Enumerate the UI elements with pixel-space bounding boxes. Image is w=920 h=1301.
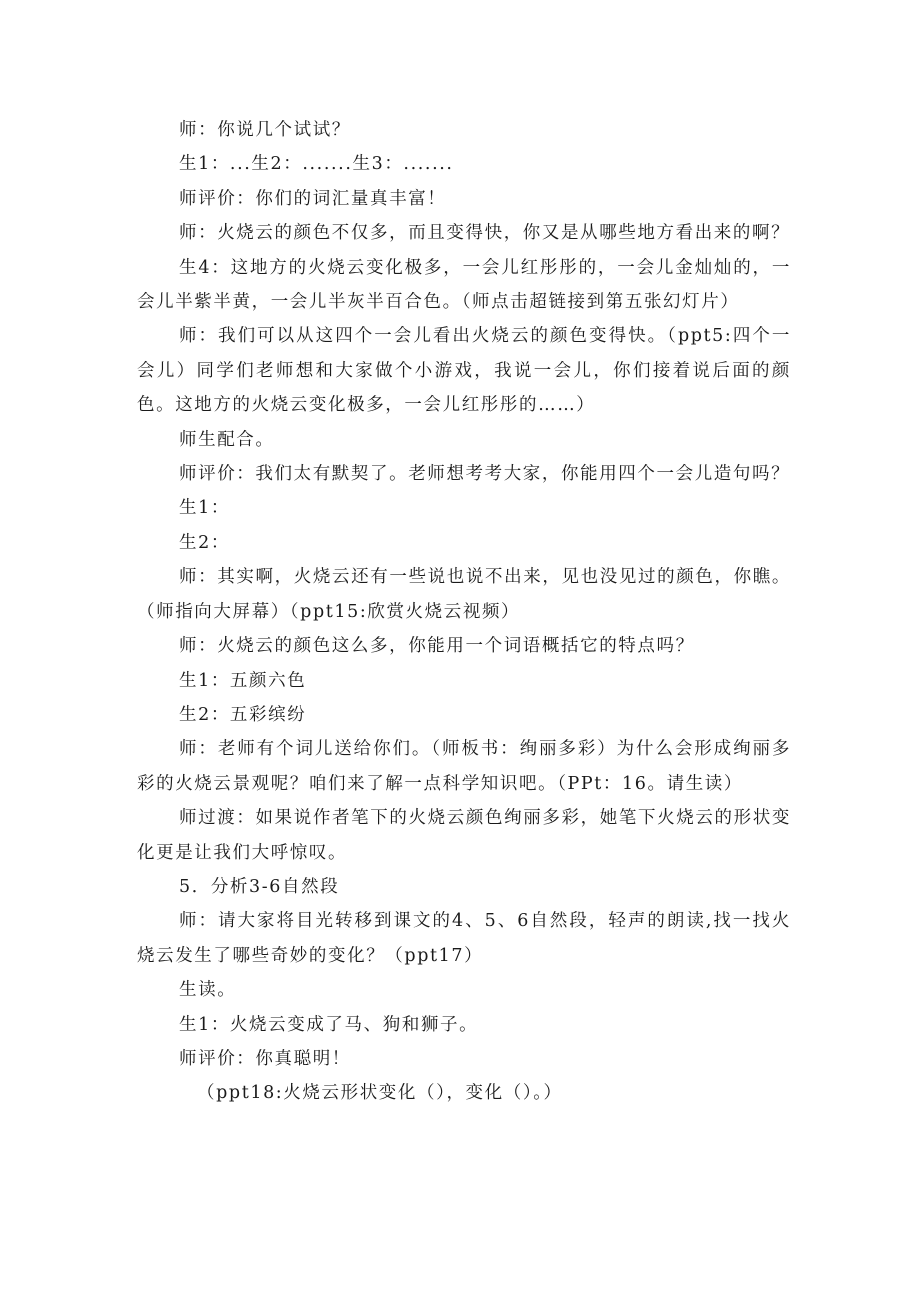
paragraph-teacher-reading-task: 师：请大家将目光转移到课文的4、5、6自然段，轻声的朗读,找一找火烧云发生了哪些奇妙的变化？（ppt17） bbox=[137, 911, 791, 966]
paragraph-ppt18-note: （ppt18:火烧云形状变化（），变化（）。） bbox=[197, 1083, 563, 1104]
paragraph-student-4: 生4：这地方的火烧云变化极多，一会儿红彤彤的，一会儿金灿灿的，一会儿半紫半黄，一会儿半灰半百合色。（师点击超链接到第五张幻灯片） bbox=[137, 257, 791, 313]
paragraph-teacher-evaluation: 师评价：你们的词汇量真丰富！ bbox=[179, 188, 447, 209]
paragraph-student-2-answer: 生2：五彩缤纷 bbox=[179, 704, 307, 725]
document-body bbox=[137, 113, 791, 1111]
paragraph-cooperation: 师生配合。 bbox=[179, 429, 275, 450]
paragraph-teacher-transition: 师过渡：如果说作者笔下的火烧云颜色绚丽多彩，她笔下火烧云的形状变化更是让我们大呼惊叹。 bbox=[137, 808, 791, 863]
paragraph-teacher-prompt: 师：你说几个试试？ bbox=[179, 120, 351, 140]
paragraph-student-1-blank: 生1： bbox=[179, 498, 230, 519]
paragraph-teacher-video: 师：其实啊，火烧云还有一些说也说不出来，见也没见过的颜色，你瞧。（师指向大屏幕）（ppt15:欣赏火烧云视频） bbox=[137, 567, 791, 622]
paragraph-teacher-sentence-task: 师评价：我们太有默契了。老师想考考大家，你能用四个一会儿造句吗？ bbox=[179, 464, 791, 485]
paragraph-student-2-blank: 生2： bbox=[179, 532, 230, 553]
paragraph-student-reading: 生读。 bbox=[179, 980, 237, 1001]
paragraph-student-answers: 生1：...生2：.......生3：....... bbox=[179, 154, 454, 175]
paragraph-student-1-answer: 生1：五颜六色 bbox=[179, 670, 307, 691]
paragraph-teacher-gift-word: 师：老师有个词儿送给你们。（师板书：绚丽多彩）为什么会形成绚丽多彩的火烧云景观呢？咱们来了解一点科学知识吧。（PPt：16。请生读） bbox=[137, 739, 791, 794]
paragraph-teacher-question: 师：火烧云的颜色不仅多，而且变得快，你又是从哪些地方看出来的啊？ bbox=[179, 223, 791, 244]
paragraph-teacher-summary-question: 师：火烧云的颜色这么多，你能用一个词语概括它的特点吗？ bbox=[179, 636, 695, 657]
paragraph-student-1-shapes: 生1：火烧云变成了马、狗和狮子。 bbox=[179, 1014, 479, 1035]
section-heading: 5．分析3-6自然段 bbox=[179, 876, 340, 897]
paragraph-teacher-game: 师：我们可以从这四个一会儿看出火烧云的颜色变得快。（ppt5:四个一会儿）同学们老师想和大家做个小游戏，我说一会儿，你们接着说后面的颜色。这地方的火烧云变化极多，一会儿红彤彤的……） bbox=[137, 326, 791, 416]
paragraph-teacher-praise: 师评价：你真聪明！ bbox=[179, 1048, 351, 1069]
